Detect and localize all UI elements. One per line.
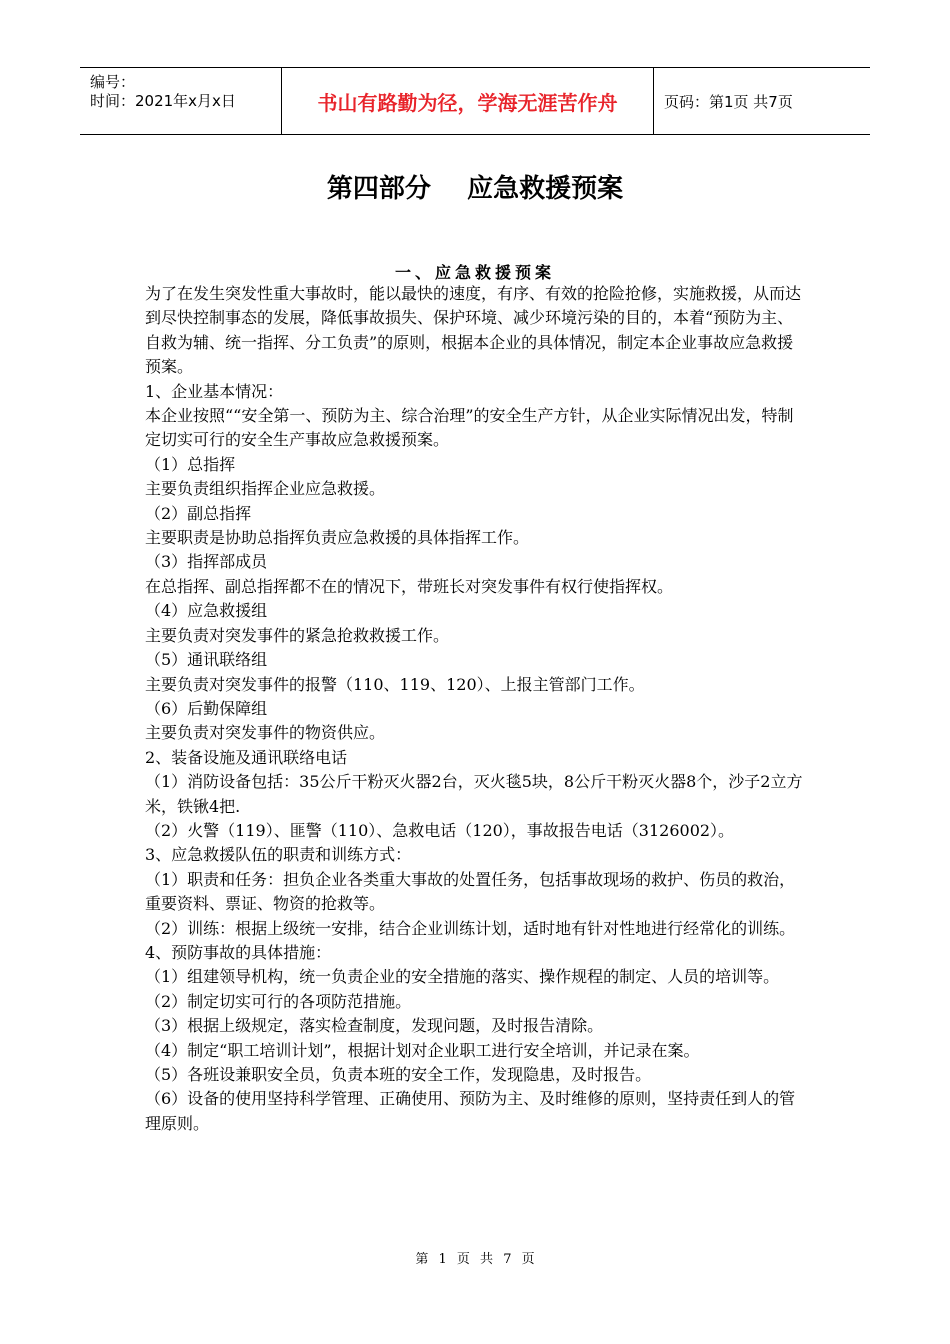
paragraph: （2）副总指挥 [145, 503, 252, 523]
paragraph: （2）制定切实可行的各项防范措施。 [145, 991, 412, 1011]
paragraph: 本企业按照““安全第一、预防为主、综合治理”的安全生产方针，从企业实际情况出发，特制定切实可行的安全生产事故应急救援预案。 [145, 406, 794, 450]
paragraph: （2）训练：根据上级统一安排，结合企业训练计划，适时地有针对性地进行经常化的训练。 [145, 918, 796, 938]
paragraph: （4）制定“职工培训计划”，根据计划对企业职工进行安全培训，并记录在案。 [145, 1040, 700, 1060]
time-label: 时间：2021年x月x日 [90, 92, 236, 110]
paragraph: 主要负责对突发事件的报警（110、119、120）、上报主管部门工作。 [145, 674, 645, 694]
paragraph: （1）消防设备包括：35公斤干粉灭火器2台，灭火毯5块，8公斤干粉灭火器8个，沙子2立方米，铁锹4把. [145, 772, 803, 816]
paragraph: 主要负责对突发事件的物资供应。 [145, 723, 386, 743]
header-motto: 书山有路勤为径，学海无涯苦作舟 [282, 68, 654, 134]
paragraph: （1）组建领导机构，统一负责企业的安全措施的落实、操作规程的制定、人员的培训等。 [145, 967, 780, 987]
paragraph: （3）指挥部成员 [145, 552, 268, 572]
paragraph: 主要职责是协助总指挥负责应急救援的具体指挥工作。 [145, 528, 530, 548]
paragraph: （2）火警（119）、匪警（110）、急救电话（120），事故报告电话（3126002）。 [145, 820, 735, 840]
paragraph: 在总指挥、副总指挥都不在的情况下，带班长对突发事件有权行使指挥权。 [145, 576, 674, 596]
section-title: 一、应急救援预案 [394, 263, 555, 282]
paragraph: （5）各班设兼职安全员，负责本班的安全工作，发现隐患，及时报告。 [145, 1065, 652, 1084]
document-title: 第四部分 应急救援预案 [326, 174, 624, 204]
header-meta [80, 68, 282, 134]
paragraph: 2、装备设施及通讯联络电话 [145, 747, 348, 767]
paragraph: （6）后勤保障组 [145, 698, 268, 718]
page-footer: 第 1 页 共 7 页 [415, 1252, 535, 1267]
page-header [80, 67, 870, 135]
code-label: 编号： [90, 73, 136, 91]
paragraph: （5）通讯联络组 [145, 650, 268, 670]
paragraph: （1）总指挥 [145, 454, 236, 474]
paragraph: 1、企业基本情况： [145, 381, 284, 401]
paragraph: （3）根据上级规定，落实检查制度，发现问题，及时报告清除。 [145, 1016, 604, 1036]
paragraph: （6）设备的使用坚持科学管理、正确使用、预防为主、及时维修的原则，坚持责任到人的管理原则。 [145, 1089, 796, 1133]
header-page-info: 页码：第1页 共7页 [664, 92, 793, 111]
paragraph: 3、应急救援队伍的职责和训练方式： [145, 845, 412, 865]
paragraph: （4）应急救援组 [145, 601, 268, 621]
paragraph: （1）职责和任务：担负企业各类重大事故的处置任务，包括事故现场的救护、伤员的救治，重要资料、票证、物资的抢救等。 [145, 869, 796, 914]
document-body [145, 282, 807, 1136]
paragraph: 主要负责组织指挥企业应急救援。 [145, 479, 386, 499]
paragraph: 4、预防事故的具体措施： [145, 942, 332, 962]
paragraph: 主要负责对突发事件的紧急抢救救援工作。 [145, 625, 450, 645]
paragraph: 为了在发生突发性重大事故时，能以最快的速度，有序、有效的抢险抢修，实施救援，从而达到尽快控制事态的发展，降低事故损失、保护环境、减少环境污染的目的，本着“预防为主、自救为辅、统一指挥、分工负责”的原则，根据本企业的具体情况，制定本企业事故应急救援预案。 [145, 284, 802, 377]
